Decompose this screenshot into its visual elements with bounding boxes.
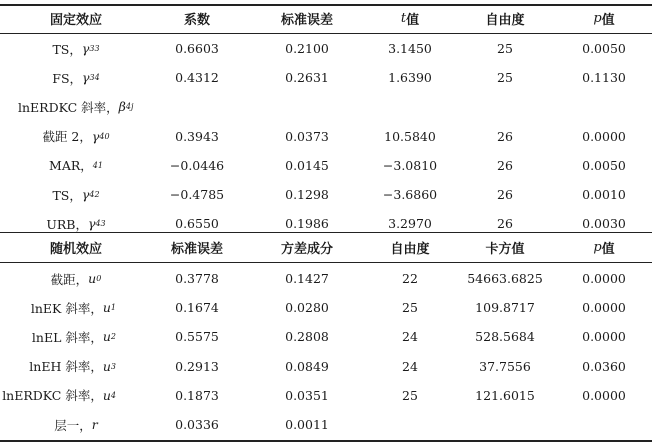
fixed-label-text: lnERDKC 斜率， <box>18 99 119 115</box>
random-label-subscript: 0 <box>96 274 102 283</box>
fixed-value-cell: 0.6550 <box>175 216 219 232</box>
fixed-value-cell: 0.0373 <box>285 128 329 144</box>
fixed-label-subscript: 4j <box>125 102 134 112</box>
fixed-header-cell <box>593 4 614 33</box>
random-value-cell: 37.7556 <box>479 358 531 374</box>
random-row-label <box>2 381 116 410</box>
fixed-row <box>0 180 652 209</box>
fixed-row-label <box>52 63 99 92</box>
random-value-cell: 0.0360 <box>582 358 626 374</box>
fixed-row <box>0 122 652 151</box>
fixed-header-text: 固定效应 <box>49 13 103 28</box>
random-row <box>0 410 652 439</box>
random-header-cell <box>50 233 102 262</box>
fixed-row <box>0 151 652 180</box>
random-label-symbol: u <box>102 387 111 403</box>
fixed-row-label <box>18 92 133 121</box>
random-value-cell: 25 <box>402 387 418 403</box>
random-row-label <box>29 352 116 381</box>
fixed-header-var: t <box>400 11 407 26</box>
fixed-header-cell <box>184 4 210 33</box>
fixed-value-cell: 26 <box>497 187 513 202</box>
fixed-value-cell: 25 <box>497 70 513 86</box>
fixed-label-subscript: 34 <box>89 73 100 83</box>
random-label-subscript: 3 <box>110 361 116 371</box>
random-label-text: 截距， <box>50 271 89 287</box>
fixed-label-subscript: 41 <box>92 160 103 170</box>
random-value-cell: 0.1674 <box>175 300 219 316</box>
random-value-cell: 528.5684 <box>475 329 535 345</box>
random-value-cell: 25 <box>402 300 418 316</box>
fixed-value-cell: 25 <box>497 41 513 56</box>
random-header-row <box>0 233 652 262</box>
random-header-text: 方差成分 <box>280 242 334 257</box>
random-label-symbol: u <box>88 271 97 286</box>
fixed-value-cell: 0.4312 <box>175 70 219 86</box>
fixed-value-cell: 10.5840 <box>384 128 436 144</box>
random-value-cell: 0.1427 <box>285 271 329 286</box>
random-label-symbol: r <box>91 417 98 432</box>
bottom-rule <box>0 440 652 442</box>
random-value-cell: 0.0000 <box>582 387 626 403</box>
random-value-cell: 0.0351 <box>285 387 329 403</box>
random-value-cell: 0.0000 <box>582 329 626 345</box>
fixed-header-cell <box>281 4 333 33</box>
random-header-var: p <box>593 240 602 255</box>
fixed-label-subscript: 40 <box>99 131 110 141</box>
fixed-header-text: 自由度 <box>485 13 525 28</box>
random-value-cell: 22 <box>402 271 418 286</box>
fixed-row-label <box>49 151 103 180</box>
fixed-row <box>0 92 652 121</box>
random-label-text: 层一， <box>54 417 92 433</box>
fixed-header-text: 系数 <box>183 13 211 28</box>
random-value-cell: 0.5575 <box>175 329 219 345</box>
fixed-value-cell: 26 <box>497 128 513 144</box>
fixed-label-symbol: γ <box>87 216 96 232</box>
fixed-value-cell: 0.2631 <box>285 70 329 86</box>
random-header-cell <box>171 233 223 262</box>
random-row-label <box>54 410 98 439</box>
random-label-symbol: u <box>102 358 111 374</box>
random-value-cell: 121.6015 <box>475 387 535 403</box>
random-label-text: lnERDKC 斜率， <box>2 388 103 404</box>
random-header-text: 随机效应 <box>49 242 103 257</box>
fixed-row <box>0 34 652 63</box>
random-value-cell: 24 <box>402 358 418 374</box>
fixed-label-text: MAR， <box>49 158 93 174</box>
fixed-value-cell: 0.1298 <box>285 187 329 202</box>
random-value-cell: 109.8717 <box>475 300 535 316</box>
fixed-value-cell: 0.1986 <box>285 216 329 232</box>
fixed-value-cell: 26 <box>497 216 513 232</box>
fixed-header-text: 值 <box>601 13 615 28</box>
random-value-cell: 0.1873 <box>175 387 219 403</box>
random-value-cell: 0.0000 <box>582 271 626 286</box>
fixed-label-subscript: 43 <box>95 219 106 229</box>
random-header-rule <box>0 262 652 263</box>
random-value-cell: 0.0000 <box>582 300 626 316</box>
fixed-label-subscript: 42 <box>89 190 100 199</box>
random-row <box>0 293 652 322</box>
random-value-cell: 0.2913 <box>175 358 219 374</box>
random-row-label <box>51 264 102 293</box>
fixed-value-cell: −0.4785 <box>169 187 225 202</box>
fixed-row-label <box>52 34 99 63</box>
fixed-label-subscript: 33 <box>89 44 100 53</box>
fixed-header-text: 值 <box>406 13 420 28</box>
fixed-header-row <box>0 4 652 33</box>
random-value-cell: 54663.6825 <box>467 271 543 286</box>
fixed-header-cell <box>50 4 102 33</box>
fixed-value-cell: 0.0030 <box>582 216 626 232</box>
fixed-label-text: TS， <box>52 187 82 203</box>
fixed-label-text: TS， <box>52 41 82 57</box>
random-label-subscript: 1 <box>110 303 116 313</box>
random-header-cell <box>593 233 614 262</box>
random-header-cell <box>390 233 429 262</box>
fixed-label-symbol: γ <box>82 70 90 86</box>
fixed-value-cell: 0.0010 <box>582 187 626 202</box>
random-label-text: lnEL 斜率， <box>31 329 103 345</box>
fixed-label-text: FS， <box>52 70 83 86</box>
fixed-label-symbol: γ <box>81 187 90 202</box>
random-value-cell: 0.0011 <box>285 417 329 432</box>
random-value-cell: 0.0336 <box>175 417 219 432</box>
fixed-value-cell: 3.1450 <box>388 41 432 56</box>
fixed-label-symbol: γ <box>91 128 100 144</box>
random-header-cell <box>281 233 333 262</box>
random-label-symbol: u <box>102 300 111 316</box>
random-header-text: 标准误差 <box>170 242 224 257</box>
random-value-cell: 24 <box>402 329 418 345</box>
fixed-row-label <box>42 122 109 151</box>
random-header-text: 卡方值 <box>485 242 525 257</box>
fixed-value-cell: 0.0050 <box>582 41 626 56</box>
random-row <box>0 352 652 381</box>
random-header-text: 值 <box>601 242 615 257</box>
fixed-header-text: 标准误差 <box>280 13 334 28</box>
random-row <box>0 322 652 351</box>
fixed-header-cell <box>401 4 419 33</box>
fixed-value-cell: −3.0810 <box>382 157 438 173</box>
fixed-value-cell: 3.2970 <box>388 216 432 232</box>
random-header-text: 自由度 <box>390 242 430 257</box>
random-value-cell: 0.2808 <box>285 329 329 345</box>
fixed-value-cell: 0.2100 <box>285 41 329 56</box>
random-value-cell: 0.0849 <box>285 358 329 374</box>
random-label-subscript: 2 <box>110 332 116 342</box>
fixed-value-cell: 0.0050 <box>582 157 626 173</box>
fixed-value-cell: 0.3943 <box>175 128 219 144</box>
fixed-header-cell <box>485 4 524 33</box>
random-value-cell: 0.3778 <box>175 271 219 286</box>
random-label-symbol: u <box>102 329 111 345</box>
fixed-row-label <box>52 180 99 209</box>
fixed-row <box>0 63 652 92</box>
fixed-value-cell: 0.1130 <box>582 70 626 86</box>
fixed-value-cell: 1.6390 <box>388 70 432 86</box>
fixed-value-cell: 0.6603 <box>175 41 219 56</box>
random-header-cell <box>485 233 524 262</box>
fixed-value-cell: −3.6860 <box>382 187 438 202</box>
fixed-value-cell: 0.0145 <box>285 157 329 173</box>
fixed-label-text: URB， <box>46 216 88 232</box>
random-value-cell: 0.0280 <box>285 300 329 316</box>
random-row-label <box>31 293 116 322</box>
random-label-text: lnEH 斜率， <box>29 359 103 375</box>
random-row <box>0 381 652 410</box>
fixed-label-symbol: β <box>118 99 126 115</box>
fixed-label-symbol: γ <box>81 41 90 56</box>
fixed-value-cell: −0.0446 <box>169 157 225 173</box>
random-row <box>0 264 652 293</box>
random-row-label <box>32 322 116 351</box>
random-label-subscript: 4 <box>110 390 116 400</box>
random-label-text: lnEK 斜率， <box>30 300 103 316</box>
fixed-label-text: 截距 2， <box>42 129 92 145</box>
fixed-value-cell: 26 <box>497 157 513 173</box>
fixed-value-cell: 0.0000 <box>582 128 626 144</box>
fixed-header-var: p <box>593 11 602 26</box>
